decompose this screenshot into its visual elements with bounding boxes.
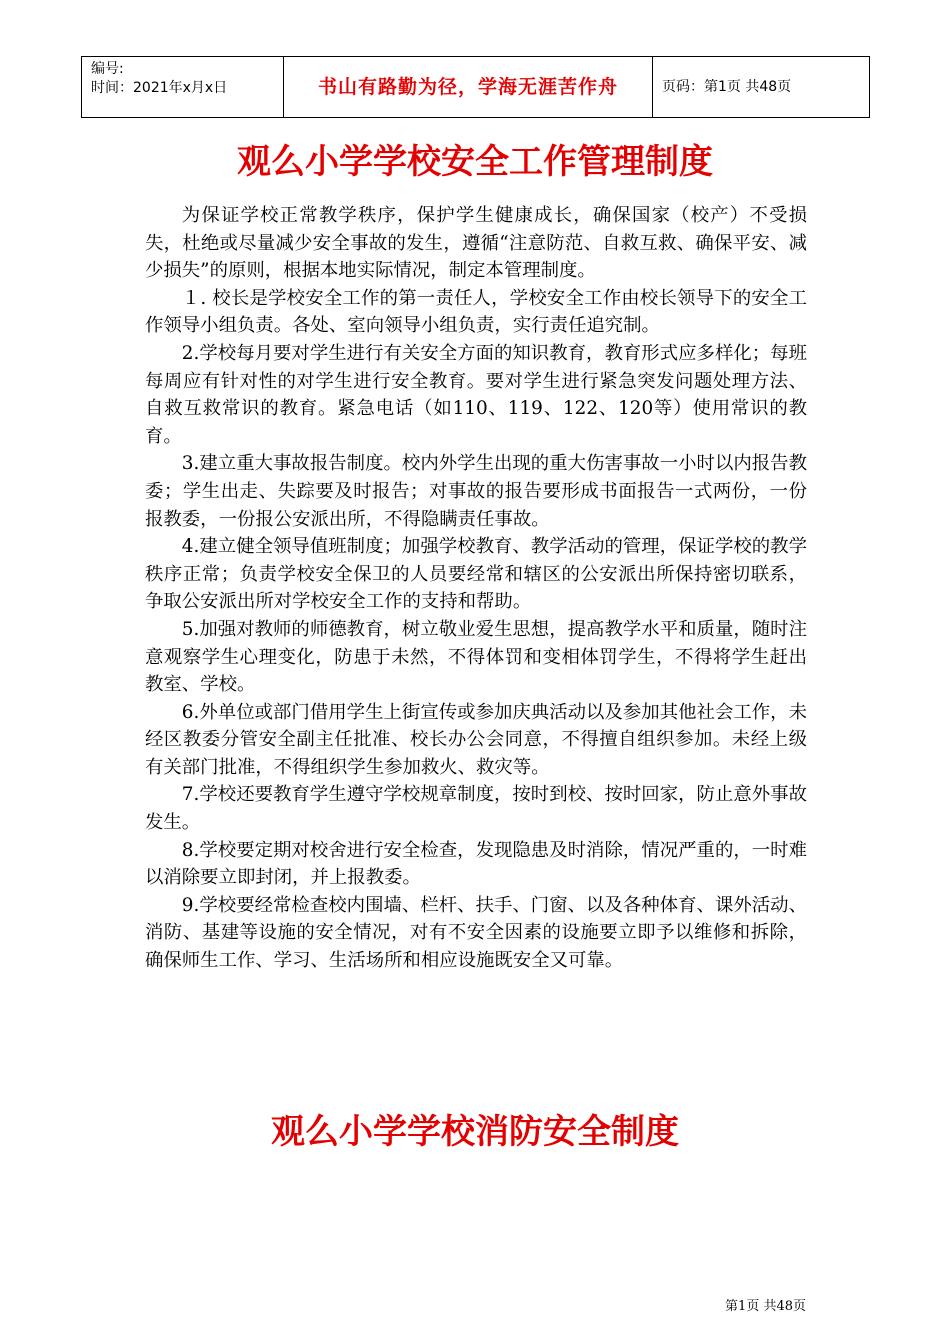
paragraph-item-9: 9.学校要经常检查校内围墙、栏杆、扶手、门窗、以及各种体育、课外活动、消防、基建等设施的安全情况，对有不安全因素的设施要立即予以维修和拆除，确保师生工作、学习、生活场所和相应设施既安全又可靠。 xyxy=(145,894,807,972)
paragraph-intro: 为保证学校正常教学秩序，保护学生健康成长，确保国家（校产）不受损失，杜绝或尽量减少安全事故的发生，遵循“注意防范、自救互救、确保平安、减少损失”的原则，根据本地实际情况，制定本管理制度。 xyxy=(145,205,807,282)
paragraph-item-2: 2.学校每月要对学生进行有关安全方面的知识教育，教育形式应多样化；每班每周应有针对性的对学生进行安全教育。要对学生进行紧急突发问题处理方法、自救互救常识的教育。紧急电话（如110、119、122、120等）使用常识的教育。 xyxy=(145,342,807,447)
page-footer: 第1页 共48页 xyxy=(725,1299,806,1314)
paragraph-item-3: 3.建立重大事故报告制度。校内外学生出现的重大伤害事故一小时以内报告教委；学生出走、失踪要及时报告；对事故的报告要形成书面报告一式两份，一份报教委，一份报公安派出所，不得隐瞒责任事故。 xyxy=(145,453,807,530)
paragraph-item-5: 5.加强对教师的师德教育，树立敬业爱生思想，提高教学水平和质量，随时注意观察学生心理变化，防患于未然，不得体罚和变相体罚学生，不得将学生赶出教室、学校。 xyxy=(145,618,807,696)
document-number-label: 编号: xyxy=(91,61,124,77)
document-time-label: 时间：2021年x月x日 xyxy=(91,80,228,96)
paragraph-item-1: １. 校长是学校安全工作的第一责任人，学校安全工作由校长领导下的安全工作领导小组负责。各处、室向领导小组负责，实行责任追究制。 xyxy=(145,287,807,337)
paragraph-item-8: 8.学校要定期对校舍进行安全检查，发现隐患及时消除，情况严重的，一时难以消除要立即封闭，并上报教委。 xyxy=(145,839,807,889)
document-body xyxy=(145,202,807,975)
paragraph-item-4: 4.建立健全领导值班制度；加强学校教育、教学活动的管理，保证学校的教学秩序正常；负责学校安全保卫的人员要经常和辖区的公安派出所保持密切联系，争取公安派出所对学校安全工作的支持和帮助。 xyxy=(145,536,807,613)
paragraph-item-6: 6.外单位或部门借用学生上街宣传或参加庆典活动以及参加其他社会工作，未经区教委分管安全副主任批准、校长办公会同意，不得擅自组织参加。未经上级有关部门批准，不得组织学生参加救火、救灾等。 xyxy=(145,701,807,778)
section-title-fire-safety: 观么小学学校消防安全制度 xyxy=(271,1112,679,1152)
header-meta xyxy=(82,57,284,117)
header-motto: 书山有路勤为径，学海无涯苦作舟 xyxy=(284,57,653,117)
document-header xyxy=(81,56,870,118)
paragraph-item-7: 7.学校还要教育学生遵守学校规章制度，按时到校、按时回家，防止意外事故发生。 xyxy=(145,784,807,834)
header-page-info: 页码：第1页 共48页 xyxy=(662,78,792,95)
section-title-safety-management: 观么小学学校安全工作管理制度 xyxy=(237,142,713,182)
